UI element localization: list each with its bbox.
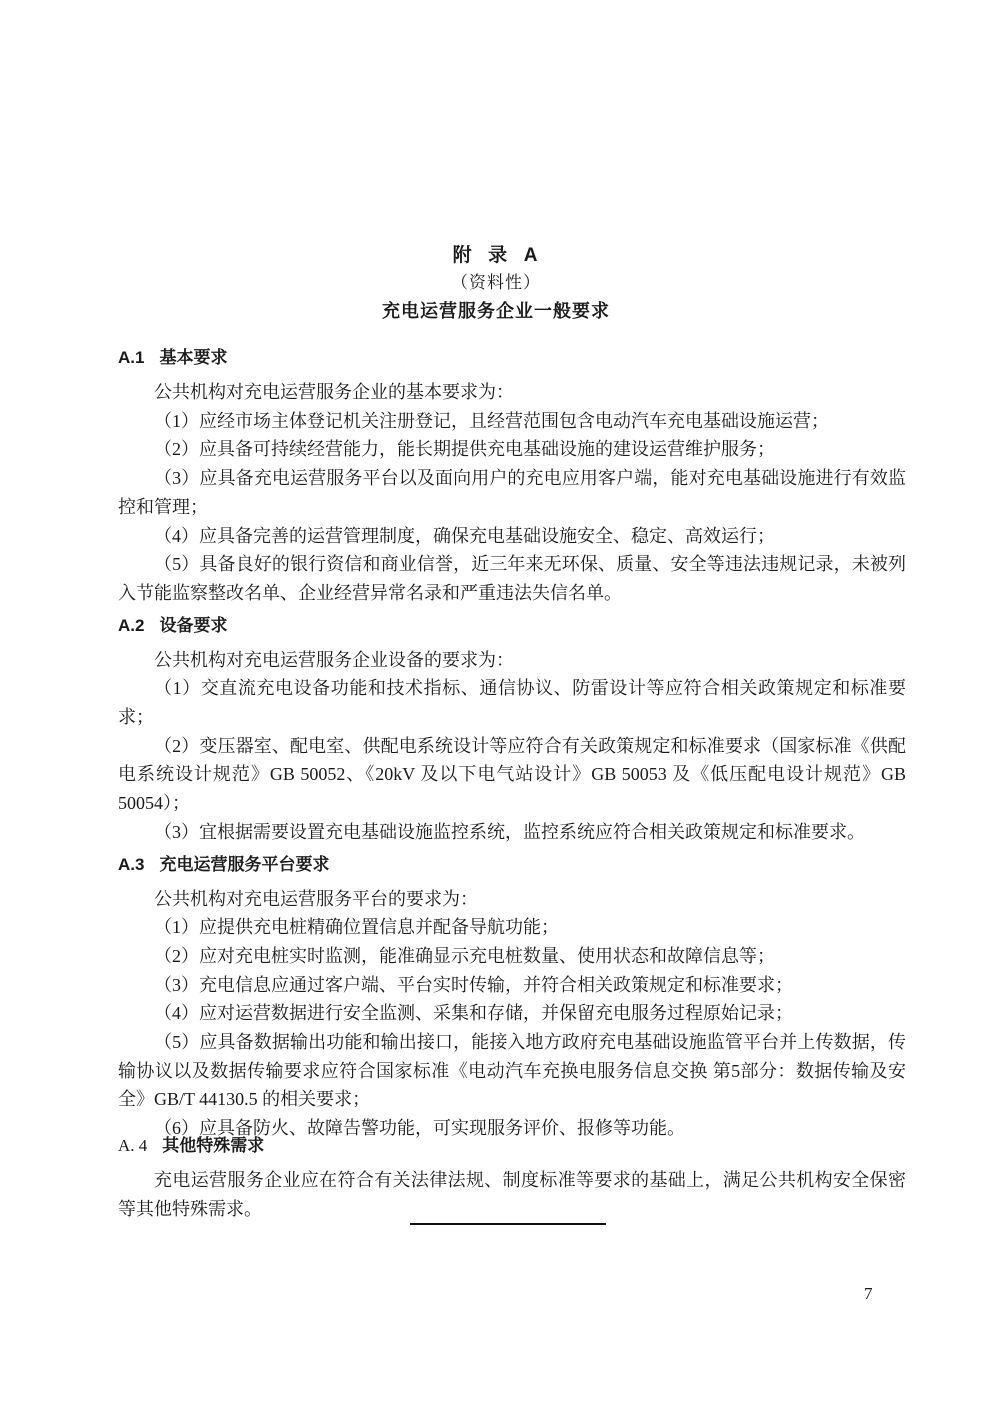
section-title: 其他特殊需求 xyxy=(162,1135,265,1155)
section-number: A.1 xyxy=(118,348,145,367)
appendix-title: 附 录 A xyxy=(452,245,540,266)
section xyxy=(118,346,906,608)
paragraph: （4）应具备完善的运营管理制度，确保充电基础设施安全、稳定、高效运行； xyxy=(154,525,775,546)
section-title: 设备要求 xyxy=(159,615,228,635)
paragraph: （2）应对充电桩实时监测，能准确显示充电桩数量、使用状态和故障信息等； xyxy=(154,945,775,966)
paragraph: （2）应具备可持续经营能力，能长期提供充电基础设施的建设运营维护服务； xyxy=(154,439,775,460)
paragraph: （5）具备良好的银行资信和商业信誉，近三年来无环保、质量、安全等违法违规记录，未被列入节能监察整改名单、企业经营异常名录和严重违法失信名单。 xyxy=(118,554,906,603)
section xyxy=(118,853,906,1143)
section-title: 充电运营服务平台要求 xyxy=(159,854,330,874)
section-heading xyxy=(118,614,906,638)
section xyxy=(118,1134,906,1223)
paragraph: （1）应提供充电桩精确位置信息并配备导航功能； xyxy=(154,917,559,938)
footnote-rule xyxy=(410,1223,606,1225)
paragraph: 公共机构对充电运营服务平台的要求为： xyxy=(154,888,478,909)
section-heading xyxy=(118,853,906,877)
appendix-title-block xyxy=(0,0,992,327)
paragraph: （5）应具备数据输出功能和输出接口，能接入地方政府充电基础设施监管平台并上传数据，传输协议以及数据传输要求应符合国家标准《电动汽车充换电服务信息交换 第5部分：数据传输及安全》GB/T 44130.5 的相关要求； xyxy=(118,1032,906,1110)
section xyxy=(118,614,906,847)
document-body xyxy=(118,346,906,1223)
section-heading xyxy=(118,346,906,370)
paragraph: （3）应具备充电运营服务平台以及面向用户的充电应用客户端，能对充电基础设施进行有效监控和管理； xyxy=(118,468,906,517)
paragraph: （3）充电信息应通过客户端、平台实时传输，并符合相关政策规定和标准要求； xyxy=(154,974,793,995)
paragraph: （4）应对运营数据进行安全监测、采集和存储，并保留充电服务过程原始记录； xyxy=(154,1003,793,1024)
paragraph: （6）应具备防火、故障告警功能，可实现服务评价、报修等功能。 xyxy=(154,1118,685,1139)
appendix-subtitle: （资料性） xyxy=(451,273,541,292)
paragraph: 公共机构对充电运营服务企业的基本要求为： xyxy=(154,382,514,402)
paragraph: （2）变压器室、配电室、供配电系统设计等应符合有关政策规定和标准要求（国家标准《供配电系统设计规范》GB 50052、《20kV 及以下电气站设计》GB 50053 及《低压配电设计规范》GB 50054）； xyxy=(118,735,906,814)
section-number: A.2 xyxy=(118,615,145,635)
paragraph: （1）交直流充电设备功能和技术指标、通信协议、防雷设计等应符合相关政策规定和标准要求； xyxy=(118,678,906,728)
section-number: A.3 xyxy=(118,854,145,874)
paragraph: 公共机构对充电运营服务企业设备的要求为： xyxy=(154,649,514,670)
page-number: 7 xyxy=(864,1284,873,1303)
section-number: A. 4 xyxy=(118,1135,148,1155)
paragraph: （3）宜根据需要设置充电基础设施监控系统，监控系统应符合相关政策规定和标准要求。 xyxy=(154,821,865,842)
paragraph: 充电运营服务企业应在符合有关法律法规、制度标准等要求的基础上，满足公共机构安全保密等其他特殊需求。 xyxy=(118,1169,906,1219)
appendix-heading: 充电运营服务企业一般要求 xyxy=(382,301,610,321)
section-title: 基本要求 xyxy=(159,348,228,367)
paragraph: （1）应经市场主体登记机关注册登记，且经营范围包含电动汽车充电基础设施运营； xyxy=(154,410,829,431)
